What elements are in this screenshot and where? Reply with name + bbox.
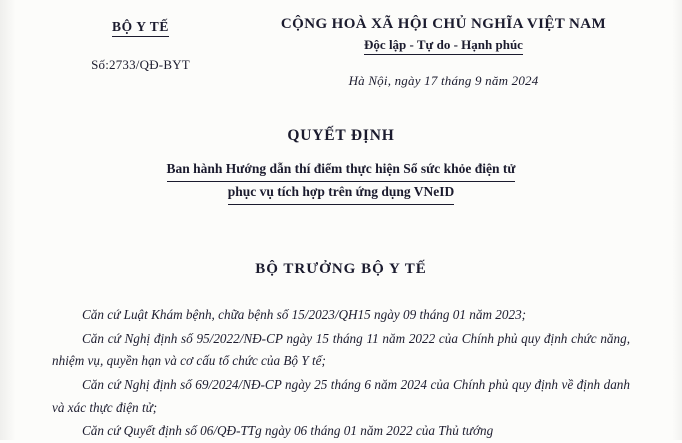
legal-basis-item: Căn cứ Luật Khám bệnh, chữa bệnh số 15/2023/QH15 ngày 09 tháng 01 năm 2023; [82,306,527,322]
decision-subtitle-line2: phục vụ tích hợp trên ứng dụng VNeID [228,182,455,205]
legal-basis-item: Căn cứ Nghị định số 69/2024/NĐ-CP ngày 25 tháng 6 năm 2024 của Chính phủ quy định về định danh và xác thực điện tử; [52,376,630,415]
legal-basis-item: Căn cứ Nghị định số 95/2022/NĐ-CP ngày 15 tháng 11 năm 2022 của Chính phủ quy định chức năng, nhiệm vụ, quyền hạn và cơ cấu tổ chức của Bộ Y tế; [52,330,630,369]
national-motto: Độc lập - Tự do - Hạnh phúc [364,37,523,55]
legal-basis-item: Căn cứ Quyết định số 06/QĐ-TTg ngày 06 tháng 01 năm 2022 của Thủ tướng [82,423,494,439]
header-right-block [243,16,644,89]
ministry-name: BỘ Y TẾ [112,19,169,37]
header-left-block [38,16,243,73]
decision-subtitle-line1: Ban hành Hướng dẫn thí điểm thực hiện Sổ sức khỏe điện tử [167,159,516,182]
issuing-authority: BỘ TRƯỞNG BỘ Y TẾ [255,260,427,277]
decision-subtitle [38,159,644,205]
national-title: CỘNG HOÀ XÃ HỘI CHỦ NGHĨA VIỆT NAM [280,16,607,32]
legal-basis-list [38,304,644,443]
document-header [38,16,644,89]
decision-heading: QUYẾT ĐỊNH [287,127,395,144]
document-number: Số:2733/QĐ-BYT [91,57,190,72]
place-and-date: Hà Nội, ngày 17 tháng 9 năm 2024 [348,73,539,88]
